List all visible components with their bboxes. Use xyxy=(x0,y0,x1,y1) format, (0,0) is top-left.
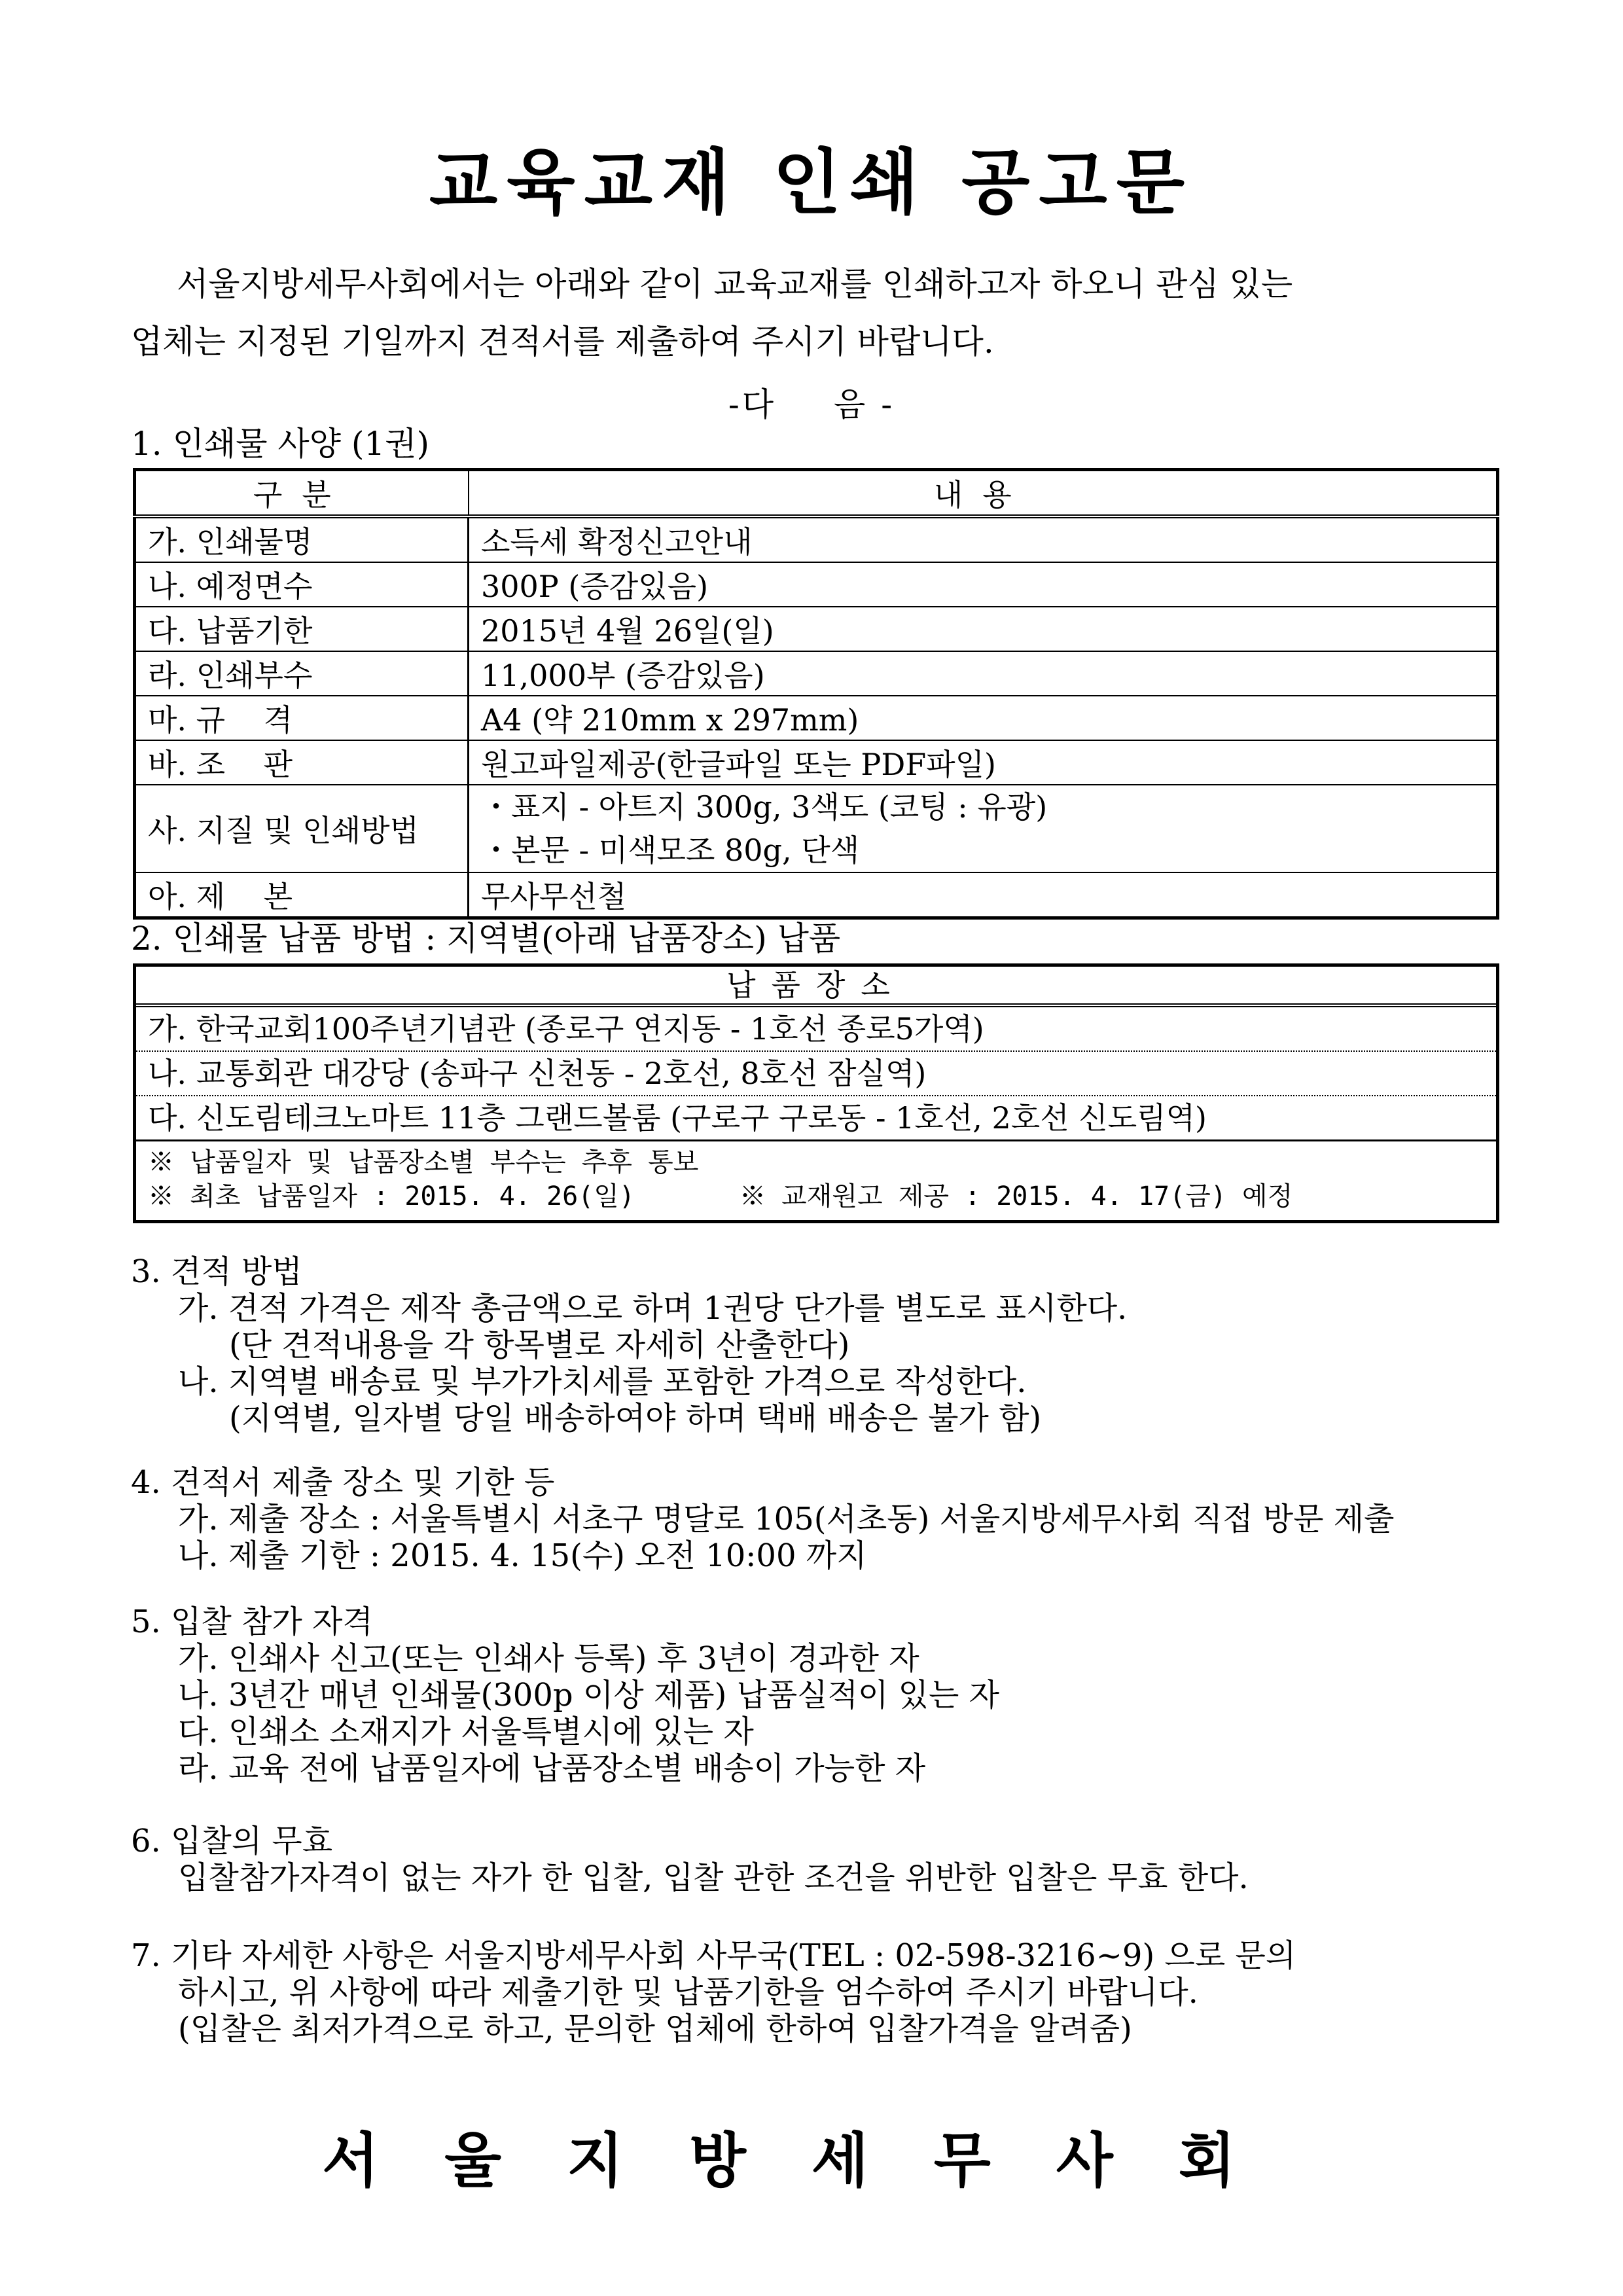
intro-line-1: 서울지방세무사회에서는 아래와 같이 교육교재를 인쇄하고자 하오니 관심 있는 xyxy=(177,265,1293,303)
spec-label: 아. 제 본 xyxy=(135,872,469,918)
da-eum-divider xyxy=(0,378,1623,425)
section7-line-1: 7. 기타 자세한 사항은 서울지방세무사회 사무국(TEL : 02-598-3216~9) 으로 문의 xyxy=(131,1937,1296,1974)
table-row xyxy=(135,696,1498,740)
list-item: 가. 한국교회100주년기념관 (종로구 연지동 - 1호선 종로5가역) xyxy=(136,1007,1496,1052)
delivery-note-2-left: ※ 최초 납품일자 : 2015. 4. 26(일) xyxy=(148,1181,635,1211)
spec-value: 11,000부 (증감있음) xyxy=(469,651,1498,696)
spec-value: 2015년 4월 26일(일) xyxy=(469,607,1498,651)
section3-item-a: 가. 견적 가격은 제작 총금액으로 하며 1권당 단가를 별도로 표시한다. xyxy=(178,1290,1128,1327)
section6 xyxy=(131,1823,1499,1896)
delivery-location-header: 납품장소 xyxy=(136,967,1496,1007)
section3-item-b-sub: (지역별, 일자별 당일 배송하여야 하며 택배 배송은 불가 함) xyxy=(229,1400,1042,1437)
spec-header-col1: 구분 xyxy=(135,470,469,517)
spec-value: 소득세 확정신고안내 xyxy=(469,516,1498,562)
section4-item-b: 나. 제출 기한 : 2015. 4. 15(수) 오전 10:00 까지 xyxy=(178,1537,867,1574)
section5-heading: 5. 입찰 참가 자격 xyxy=(131,1604,373,1640)
section1-heading: 1. 인쇄물 사양 (1권) xyxy=(131,425,430,463)
list-item: 라. 교육 전에 납품일자에 납품장소별 배송이 가능한 자 xyxy=(178,1750,926,1787)
page-title: 교육교재 인쇄 공고문 xyxy=(429,141,1194,224)
spec-value: A4 (약 210mm x 297mm) xyxy=(469,696,1498,740)
list-item: 나. 3년간 매년 인쇄물(300p 이상 제품) 납품실적이 있는 자 xyxy=(178,1677,1000,1713)
spec-value: 무사무선철 xyxy=(469,872,1498,918)
list-item: 다. 인쇄소 소재지가 서울특별시에 있는 자 xyxy=(178,1713,754,1750)
section4 xyxy=(131,1464,1499,1574)
spec-label: 다. 납품기한 xyxy=(135,607,469,651)
section3-item-b: 나. 지역별 배송료 및 부가가치세를 포함한 가격으로 작성한다. xyxy=(178,1363,1027,1400)
spec-table xyxy=(133,468,1499,920)
spec-label: 사. 지질 및 인쇄방법 xyxy=(135,785,469,872)
section3-item-a-sub: (단 견적내용을 각 항목별로 자세히 산출한다) xyxy=(229,1327,850,1363)
da-eum-left: -다 xyxy=(728,386,777,423)
section3 xyxy=(131,1253,1499,1437)
spec-value xyxy=(469,785,1498,872)
delivery-notes xyxy=(136,1141,1496,1220)
section7-line-3: (입찰은 최저가격으로 하고, 문의한 업체에 한하여 입찰가격을 알려줌) xyxy=(178,2011,1132,2047)
delivery-location-box xyxy=(133,963,1499,1223)
issuer-name: 서울지방세무사회 xyxy=(322,2126,1301,2195)
list-item: 나. 교통회관 대강당 (송파구 신천동 - 2호선, 8호선 잠실역) xyxy=(136,1052,1496,1096)
spec-header-col2: 내용 xyxy=(469,470,1498,517)
section6-body: 입찰참가자격이 없는 자가 한 입찰, 입찰 관한 조건을 위반한 입찰은 무효 한다. xyxy=(178,1859,1249,1896)
table-row xyxy=(135,607,1498,651)
delivery-note-1: ※ 납품일자 및 납품장소별 부수는 추후 통보 xyxy=(148,1147,699,1177)
spec-value: 300P (증감있음) xyxy=(469,562,1498,607)
table-row xyxy=(135,651,1498,696)
spec-label: 라. 인쇄부수 xyxy=(135,651,469,696)
spec-label: 바. 조 판 xyxy=(135,740,469,785)
table-row xyxy=(135,516,1498,562)
intro-paragraph xyxy=(131,255,1495,370)
spec-label: 나. 예정면수 xyxy=(135,562,469,607)
delivery-note-2 xyxy=(148,1179,1484,1213)
list-item: 가. 인쇄사 신고(또는 인쇄사 등록) 후 3년이 경과한 자 xyxy=(178,1640,919,1677)
table-row xyxy=(135,740,1498,785)
spec-label: 마. 규 격 xyxy=(135,696,469,740)
section6-heading: 6. 입찰의 무효 xyxy=(131,1823,333,1859)
spec-label: 가. 인쇄물명 xyxy=(135,516,469,562)
list-item: 다. 신도림테크노마트 11층 그랜드볼룸 (구로구 구로동 - 1호선, 2호선 신도림역) xyxy=(136,1096,1496,1141)
section7 xyxy=(131,1937,1499,2047)
table-row xyxy=(135,562,1498,607)
da-eum-right: 음 - xyxy=(834,386,895,423)
section5 xyxy=(131,1604,1499,1787)
section3-heading: 3. 견적 방법 xyxy=(131,1253,302,1290)
section2-heading: 2. 인쇄물 납품 방법 : 지역별(아래 납품장소) 납품 xyxy=(131,920,841,958)
section4-item-a: 가. 제출 장소 : 서울특별시 서초구 명달로 105(서초동) 서울지방세무사회 직접 방문 제출 xyxy=(178,1501,1395,1537)
table-row xyxy=(135,872,1498,918)
spec-value: 원고파일제공(한글파일 또는 PDF파일) xyxy=(469,740,1498,785)
section4-heading: 4. 견적서 제출 장소 및 기한 등 xyxy=(131,1464,555,1501)
delivery-note-2-right: ※ 교재원고 제공 : 2015. 4. 17(금) 예정 xyxy=(739,1181,1293,1211)
spec-value-line-1: ・표지 - 아트지 300g, 3색도 (코팅 : 유광) xyxy=(481,789,1048,825)
section7-line-2: 하시고, 위 사항에 따라 제출기한 및 납품기한을 엄수하여 주시기 바랍니다. xyxy=(178,1974,1198,2011)
intro-line-2: 업체는 지정된 기일까지 견적서를 제출하여 주시기 바랍니다. xyxy=(131,323,994,361)
table-row xyxy=(135,785,1498,872)
spec-value-line-2: ・본문 - 미색모조 80g, 단색 xyxy=(481,833,860,868)
